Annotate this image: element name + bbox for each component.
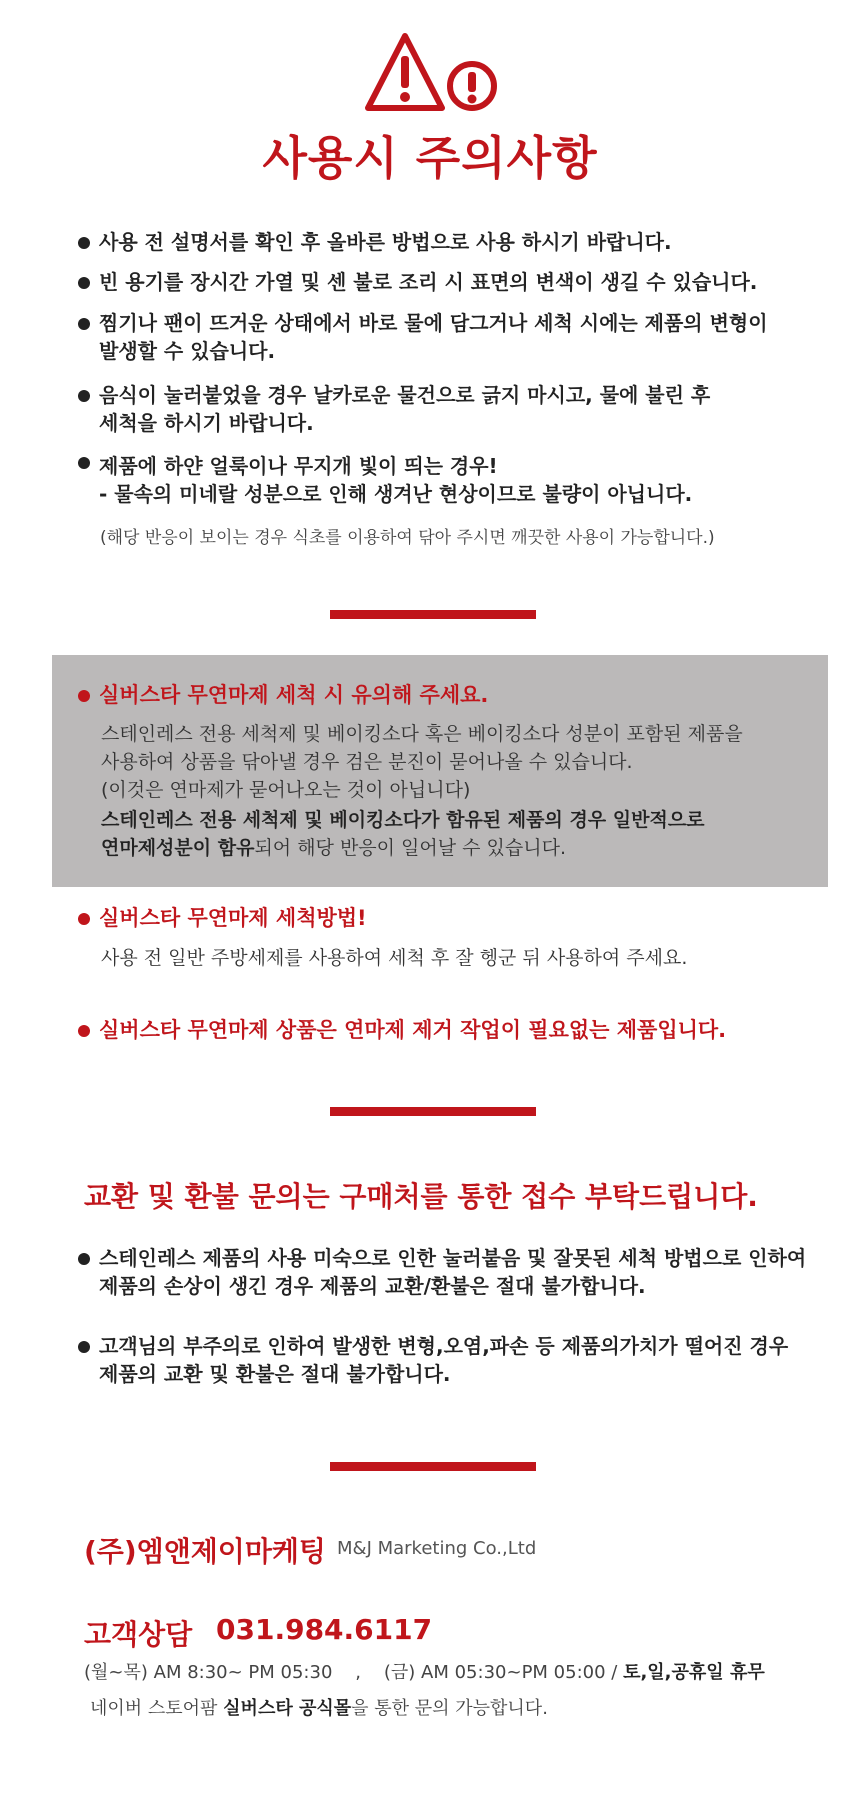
business-hours [84,1658,765,1684]
section-divider [330,1462,536,1471]
naver-suffix: 을 통한 문의 가능합니다. [351,1698,548,1719]
bullet-icon [78,277,90,289]
exchange-item [78,1332,838,1388]
naver-store-name: 실버스타 공식몰 [223,1698,352,1719]
customer-service-label: 고객상담 [84,1618,193,1651]
cleaning-caution-line: 스테인레스 전용 세척제 및 베이킹소다 혹은 베이킹소다 성분이 포함된 제품을 [101,723,743,745]
naver-prefix: 네이버 스토어팜 [90,1698,224,1719]
exchange-text-line1: 스테인레스 제품의 사용 미숙으로 인한 눌러붙음 및 잘못된 세척 방법으로 인하여 [99,1246,807,1270]
bullet-icon [78,1341,90,1353]
company-name: (주)엠앤제이마케팅 [84,1535,326,1568]
section-divider [330,610,536,619]
caution-text-line2: 발생할 수 있습니다. [99,339,276,363]
caution-item [78,381,838,437]
caution-text: 빈 용기를 장시간 가열 및 센 불로 조리 시 표면의 변색이 생길 수 있습니다. [99,270,758,294]
caution-item [78,228,838,256]
cleaning-caution-line [101,834,566,862]
caution-item [78,452,838,508]
caution-text-line2: - 물속의 미네랄 성분으로 인해 생겨난 현상이므로 불량이 아닙니다. [99,482,693,506]
bullet-icon [78,913,90,925]
page-title: 사용시 주의사항 [262,131,598,185]
exchange-text-line1: 고객님의 부주의로 인하여 발생한 변형,오염,파손 등 제품의가치가 떨어진 경우 [99,1334,789,1358]
section-divider [330,1107,536,1116]
caution-note: (해당 반응이 보이는 경우 식초를 이용하여 닦아 주시면 깨끗한 사용이 가능합니다.) [100,528,715,548]
exchange-item [78,1244,838,1300]
company-name-en: M&J Marketing Co.,Ltd [337,1538,537,1559]
cleaning-caution-line: 사용하여 상품을 닦아낼 경우 검은 분진이 묻어나올 수 있습니다. [101,751,633,773]
exchange-text-line2: 제품의 손상이 생긴 경우 제품의 교환/환불은 절대 불가합니다. [99,1274,646,1298]
bullet-icon [78,318,90,330]
bullet-icon [78,390,90,402]
bullet-icon [78,237,90,249]
no-polish-notice: 실버스타 무연마제 상품은 연마제 제거 작업이 필요없는 제품입니다. [78,1015,726,1045]
bullet-icon [78,1025,90,1037]
caution-text: 사용 전 설명서를 확인 후 올바른 방법으로 사용 하시기 바랍니다. [99,230,672,254]
cleaning-method-text: 사용 전 일반 주방세제를 사용하여 세척 후 잘 헹군 뒤 사용하여 주세요. [101,947,688,969]
holiday-text: 토,일,공휴일 휴무 [623,1662,765,1683]
customer-service-phone: 031.984.6117 [216,1613,433,1646]
exchange-title: 교환 및 환불 문의는 구매처를 통한 접수 부탁드립니다. [84,1180,758,1213]
caution-text-line2: 세척을 하시기 바랍니다. [99,411,314,435]
cleaning-caution-heading: 실버스타 무연마제 세척 시 유의해 주세요. [78,680,488,710]
bullet-icon [78,457,90,469]
caution-text-line1: 찜기나 팬이 뜨거운 상태에서 바로 물에 담그거나 세척 시에는 제품의 변형이 [99,311,768,335]
cleaning-caution-bold-text: 연마제성분이 함유 [101,837,255,859]
cleaning-caution-text: 되어 해당 반응이 일어날 수 있습니다. [254,837,567,859]
cleaning-method-heading: 실버스타 무연마제 세척방법! [78,903,367,933]
caution-text-line1: 제품에 하얀 얼룩이나 무지개 빛이 띄는 경우! [99,454,498,478]
cleaning-caution-bold-line: 스테인레스 전용 세척제 및 베이킹소다가 함유된 제품의 경우 일반적으로 [101,809,705,831]
bullet-icon [78,690,90,702]
bullet-icon [78,1253,90,1265]
cleaning-caution-line: (이것은 연마제가 묻어나오는 것이 아닙니다) [101,779,471,801]
warning-exclamation-icon [360,30,500,120]
caution-item [78,268,838,296]
exchange-text-line2: 제품의 교환 및 환불은 절대 불가합니다. [99,1362,451,1386]
caution-text-line1: 음식이 눌러붙었을 경우 날카로운 물건으로 긁지 마시고, 물에 불린 후 [99,383,711,407]
caution-item [78,309,838,365]
naver-store-notice [90,1694,548,1720]
business-hours-text: (월~목) AM 8:30~ PM 05:30 , (금) AM 05:30~PM 05:00 / [84,1662,624,1683]
